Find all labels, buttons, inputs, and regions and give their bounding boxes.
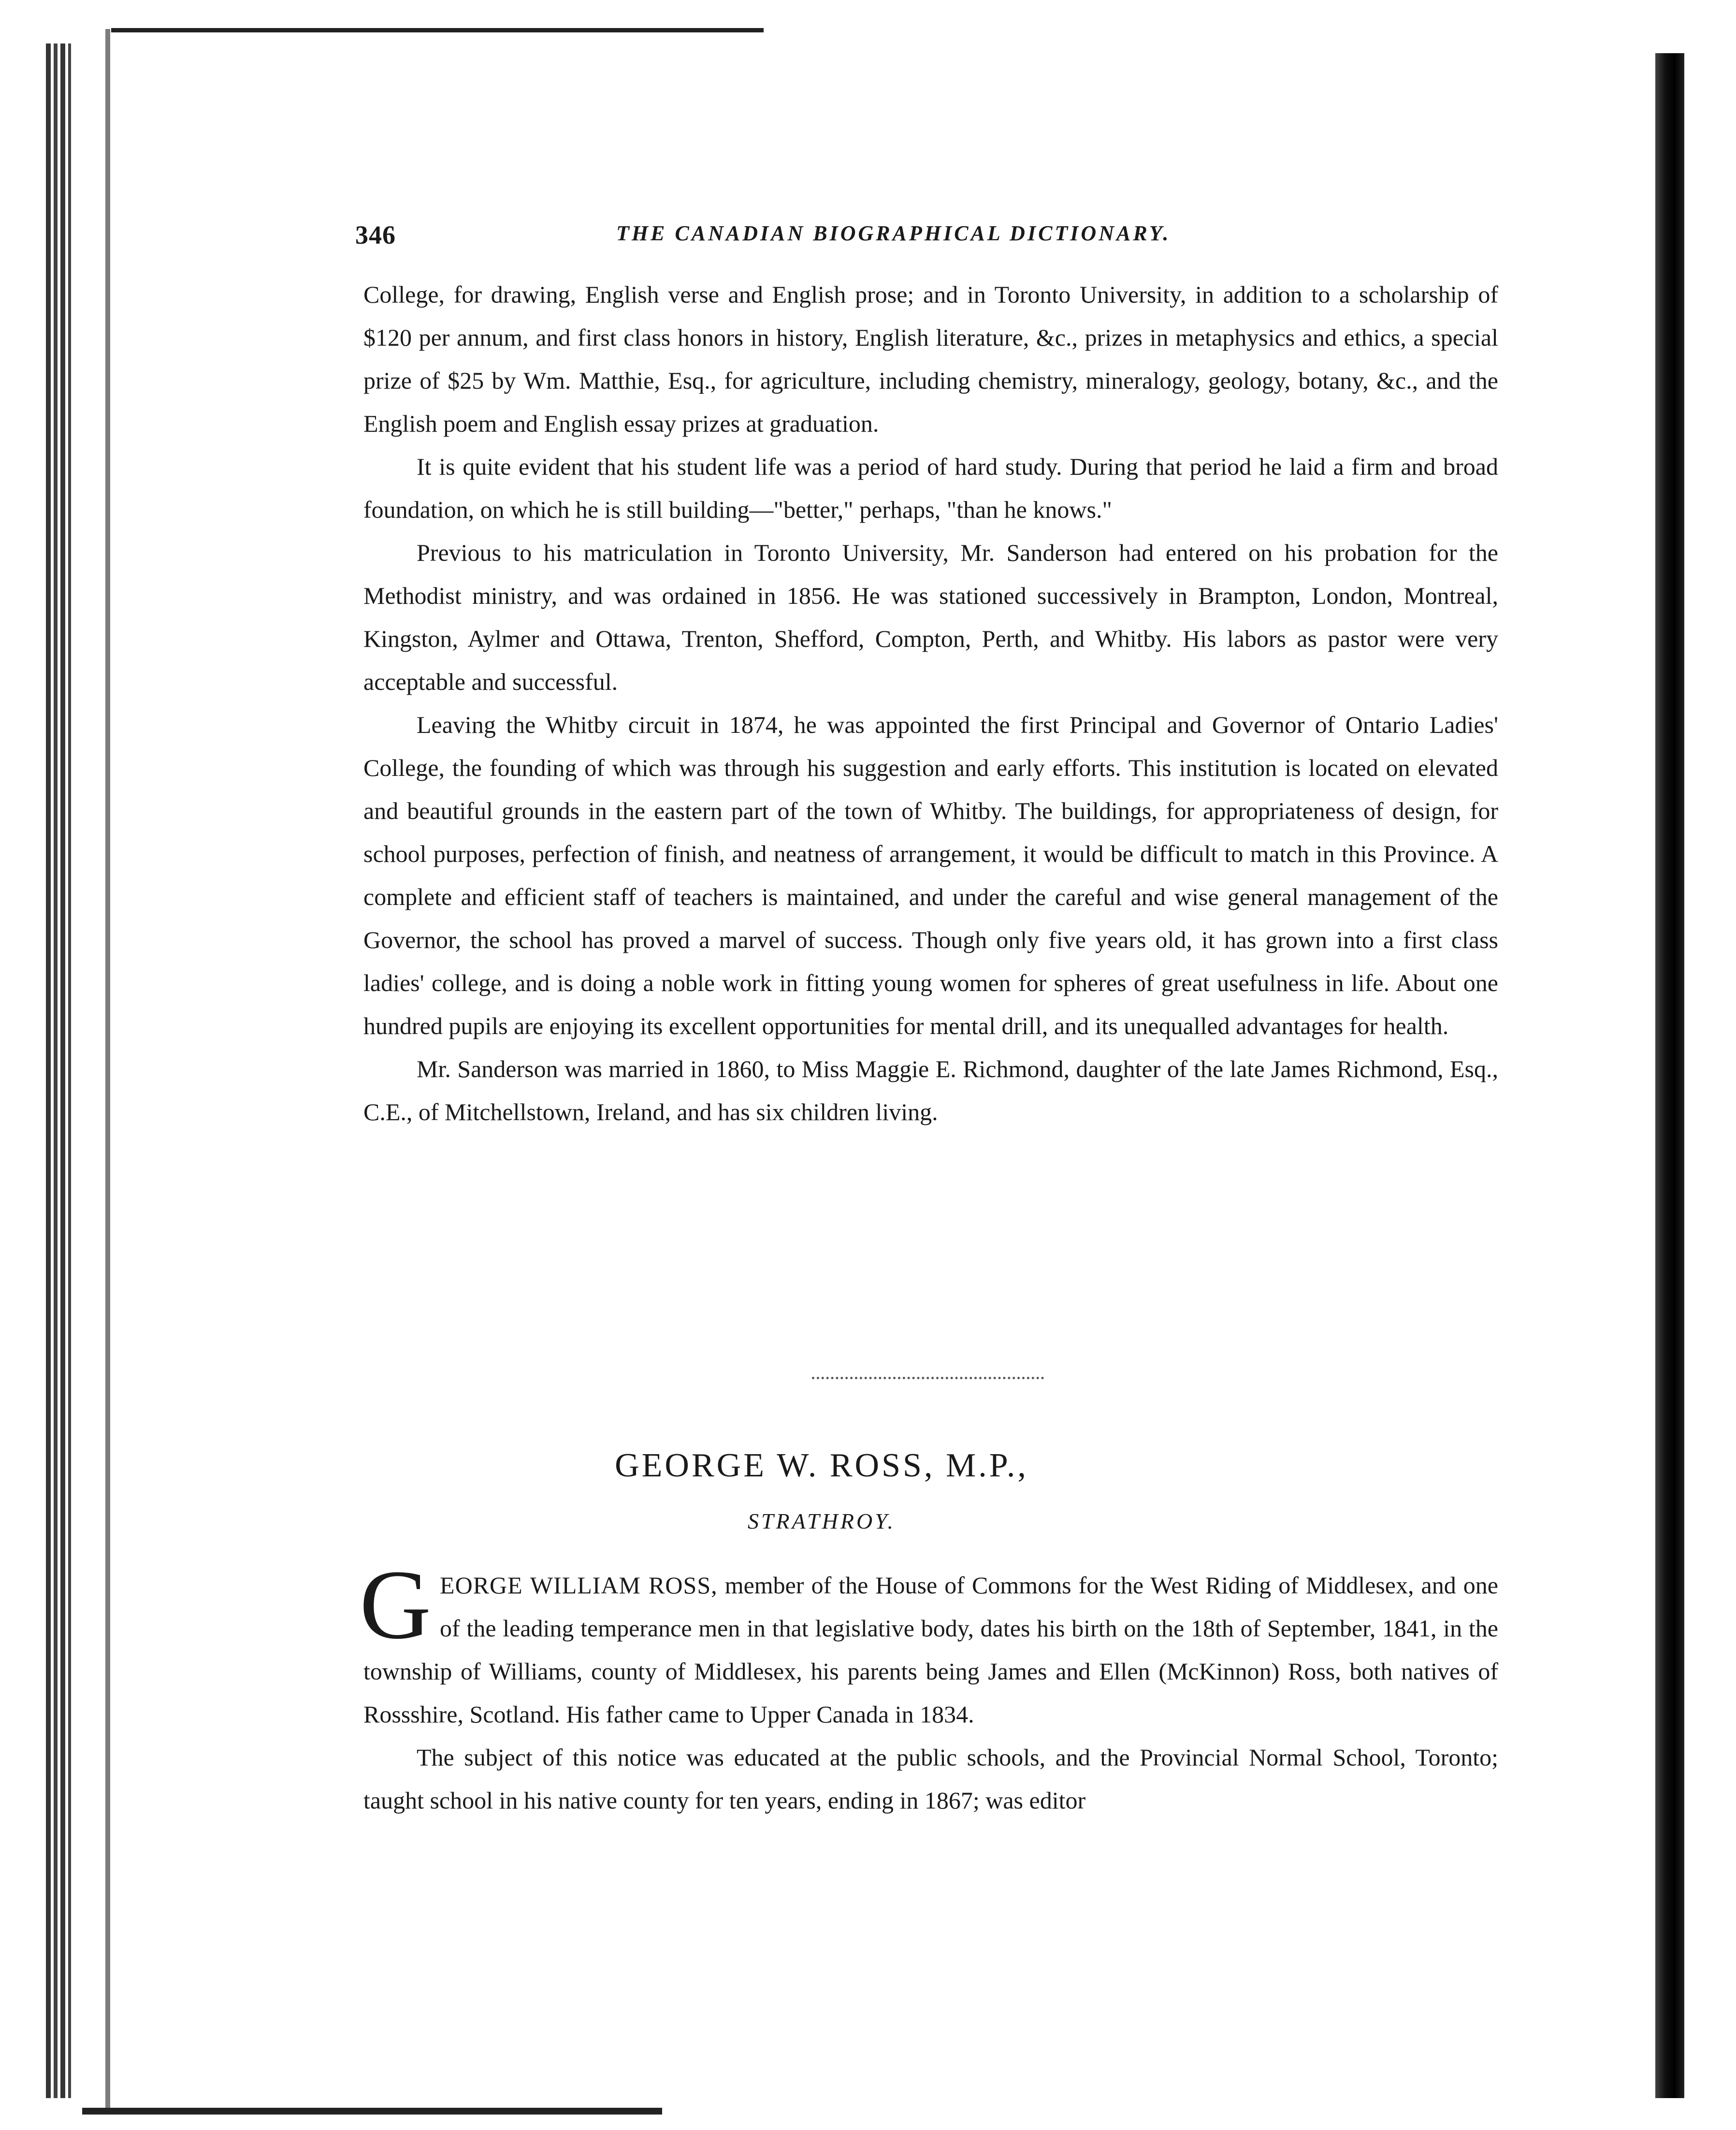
running-head (355, 220, 1515, 249)
paragraph (360, 1550, 1498, 1736)
running-head-title: THE CANADIAN BIOGRAPHICAL DICTIONARY. (616, 221, 1171, 245)
scan-border-left-inner (105, 29, 110, 2108)
paragraph: Leaving the Whitby circuit in 1874, he was appointed the first Principal and Governor of Ontario Ladies' College, the founding of which was through his suggestion and early efforts. This institution is located on elevated and beautiful grounds in the eastern part of the town of Whitby. The buildings, for appropriateness of design, for school purposes, perfection of finish, and neatness of arrangement, it would be difficult to match in this Province. A complete and efficient staff of teachers is maintained, and under the careful and wise general management of the Governor, the school has proved a marvel of success. Though only five years old, it has grown into a first class ladies' college, and is doing a noble work in fitting young women for spheres of great usefulness in life. About one hundred pupils are enjoying its excellent opportunities for mental drill, and its unequalled advantages for health. (363, 711, 1498, 1039)
paragraph: The subject of this notice was educated at the public schools, and the Provincial Normal School, Toronto; taught school in his native county for ten years, ending in 1867; was editor (363, 1744, 1498, 1814)
scan-border-left (46, 44, 71, 2098)
paragraph: College, for drawing, English verse and English prose; and in Toronto University, in addition to a scholarship of $120 per annum, and first class honors in history, English literature, &c., prizes in metaphysics and ethics, a special prize of $25 by Wm. Matthie, Esq., for agriculture, including chemistry, mineralogy, geology, botany, &c., and the English poem and English essay prizes at graduation. (363, 281, 1498, 437)
scan-border-right (1655, 53, 1684, 2098)
paragraph: It is quite evident that his student life was a period of hard study. During that period he laid a firm and broad foundation, on which he is still building—"better," perhaps, "than he knows." (363, 453, 1498, 523)
section-divider (812, 1377, 1044, 1379)
lead-caps: EORGE WILLIAM ROSS, (440, 1572, 718, 1599)
paragraph-text: member of the House of Commons for the West Riding of Middlesex, and one of the leading temperance men in that legislative body, dates his birth on the 18th of September, 1841, in the township of Williams, county of Middlesex, his parents being James and Ellen (McKinnon) Ross, both natives of Rossshire, Scotland. His father came to Upper Canada in 1834. (363, 1572, 1498, 1728)
ross-biography (360, 1550, 1498, 1822)
scan-border-top (111, 28, 764, 32)
scan-border-bottom (82, 2108, 662, 2115)
paragraph: Previous to his matriculation in Toronto University, Mr. Sanderson had entered on his probation for the Methodist ministry, and was ordained in 1856. He was stationed successively in Brampton, London, Montreal, Kingston, Aylmer and Ottawa, Trenton, Shefford, Compton, Perth, and Whitby. His labors as pastor were very acceptable and successful. (363, 539, 1498, 695)
article-continuation (363, 273, 1498, 1134)
section-subtitle: STRATHROY. (747, 1509, 896, 1533)
section-title: GEORGE W. ROSS, M.P., (615, 1447, 1028, 1484)
paragraph: Mr. Sanderson was married in 1860, to Miss Maggie E. Richmond, daughter of the late James Richmond, Esq., C.E., of Mitchellstown, Ireland, and has six children living. (363, 1055, 1498, 1125)
drop-cap: G (360, 1550, 432, 1660)
page-number: 346 (355, 220, 396, 249)
